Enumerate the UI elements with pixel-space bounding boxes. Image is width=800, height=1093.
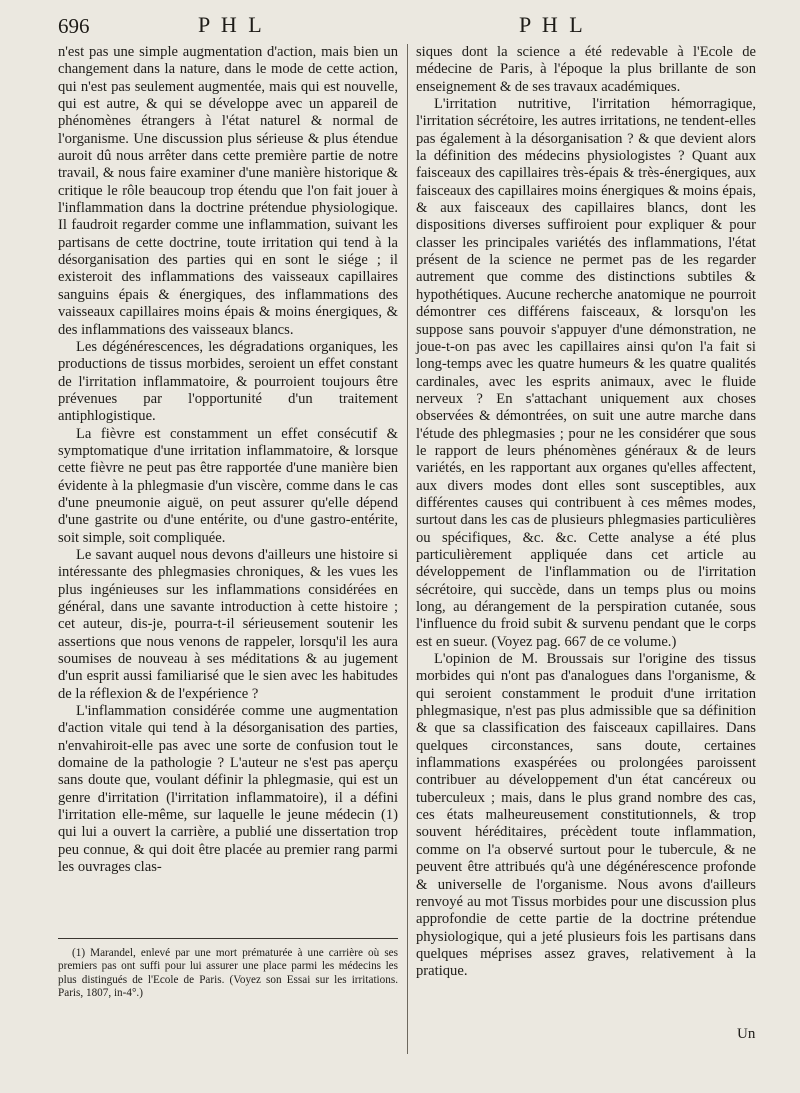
right-paragraph-3: L'opinion de M. Broussais sur l'origine des tissus morbides qui n'ont pas d'analogues dans l'organisme, & qui seroient constamment le produit d'une irritation phlegmasique, n'est pas plus admissible que sa définition & que sa classification des faisceaux capillaires. Dans quelques circonstances, sans doute, certaines inflammations exaspérées ou prolongées paroissent contribuer au développement d'un état cancéreux ou tuberculeux ; mais, dans le plus grand nombre des cas, ces états malheureusement constitutionnels, & trop souvent héréditaires, précèdent toute inflammation, comme on l'a observé surtout pour le tubercule, & ne peuvent être attribués qu'à une dégénérescence profonde & universelle de l'organisme. Nous avons d'ailleurs renvoyé au mot Tissus morbides pour une discussion plus approfondie de cette partie de la doctrine prétendue physiologique, qui a jeté plusieurs fois les partisans dans quelques méprises assez graves, relativement à la pratique.	[416, 651, 756, 980]
running-head-left: P H L	[198, 12, 265, 37]
running-head-right: P H L	[519, 12, 586, 37]
left-column	[58, 44, 398, 877]
footnote	[58, 947, 398, 1001]
left-paragraph-3: La fièvre est constamment un effet consécutif & symptomatique d'une irritation inflammatoire, & lorsque cette fièvre ne peut pas être rapportée d'une manière bien évidente à la phlegmasie d'un viscère, comme dans le cas d'une pneumonie aiguë, on peut assurer qu'elle dépend d'une gastrite ou d'une entérite, ou d'une gastro-entérite, soit simple, soit compliquée.	[58, 425, 398, 546]
catchword: Un	[737, 1026, 756, 1042]
left-paragraph-4: Le savant auquel nous devons d'ailleurs une histoire si intéressante des phlegmasies chroniques, & les vues les plus ingénieuses sur les inflammations considérées en général, dans une savante introduction à cette histoire ; cet auteur, dis-je, pourra-t-il sérieusement soutenir les assertions que nous venons de rappeler, lorsqu'il les aura soumises de nouveau à ses méditations & au jugement d'un esprit aussi familiarisé que le sien avec les habitudes de la réflexion & de l'expérience ?	[58, 546, 398, 702]
right-paragraph-2: L'irritation nutritive, l'irritation hémorragique, l'irritation sécrétoire, les autres irritations, ne tendent-elles pas également à la désorganisation ? & que devient alors la définition des médecins physiologistes ? Quant aux faisceaux des capillaires très-épais & très-énergiques, aux faisceaux des capillaires moins énergiques & moins épais, & aux faisceaux des capillaires blancs, dont les dispositions diverses suffiroient pour expliquer & pour classer les principales variétés des inflammations, l'état présent de la science ne permet pas de les regarder autrement que comme des distinctions subtiles & hypothétiques. Aucune recherche anatomique ne pourroit démontrer ces différens faisceaux, & lorsqu'on les suppose sans pouvoir s'appuyer d'une démonstration, ne joue-t-on pas avec les capillaires ainsi qu'on l'a fait si long-temps avec les quatre humeurs & les quatre qualités cardinales, avec les esprits animaux, avec le fluide nerveux ? En s'attachant uniquement aux choses observées & démontrées, on suit une autre marche dans l'étude des phlegmasies ; pour ne les considérer que sous le rapport de leurs phénomènes généraux & de leurs variétés, en les rapportant aux organes qu'elles affectent, aux divers modes dont elles sont susceptibles, aux différentes causes qui contribuent à ces mêmes modes, surtout dans les cas de plusieurs phlegmasies particulières ou spécifiques, &c. &c. Cette analyse a été plus particulièrement appliquée dans cet article au développement de l'inflammation ou de l'irritation sécrétoire, qui succède, dans un temps plus ou moins long, au dérangement de la perspiration cutanée, sous l'influence du froid subit & survenu pendant que le corps est en sueur. (Voyez pag. 667 de ce volume.)	[416, 96, 756, 650]
page-number: 696	[58, 14, 90, 38]
footnote-text: (1) Marandel, enlevé par une mort prématurée à une carrière où ses premiers pas ont suffi pour lui assurer une place parmi les médecins les plus distingués de l'Ecole de Paris. (Voyez son Essai sur les irritations. Paris, 1807, in-4°.)	[58, 947, 398, 1000]
left-paragraph-5: L'inflammation considérée comme une augmentation d'action vitale qui tend à la désorganisation des parties, n'envahiroit-elle pas avec une sorte de confusion tout le domaine de la pathologie ? L'auteur ne s'est pas aperçu sans doute que, voulant définir la phlegmasie, qui est un genre d'irritation (l'irritation inflammatoire), il a défini l'irritation elle-même, sur laquelle le jeune médecin (1) qui lui a ouvert la carrière, a publié une dissertation trop peu connue, & qui doit être placée au premier rang parmi les ouvrages clas-	[58, 703, 398, 876]
column-divider	[407, 44, 408, 1054]
footnote-rule	[58, 938, 398, 939]
left-paragraph-1: n'est pas une simple augmentation d'action, mais bien un changement dans la nature, dans le mode de cette action, qui n'est pas seulement augmentée, mais qui est nouvelle, qui est autre, & qui se développe avec un appareil de phénomènes étrangers à l'état naturel & normal de l'organisme. Une discussion plus sérieuse & plus étendue auroit dû nous arrêter dans cette première partie de notre travail, & nous faire examiner d'une manière historique & critique le rôle beaucoup trop étendu que l'on fait jouer à l'inflammation dans la doctrine prétendue physiologique. Il faudroit regarder comme une inflammation, suivant les partisans de cette doctrine, toute irritation qui tend à la désorganisation des parties qui en sont le siége ; il existeroit des inflammations des vaisseaux capillaires sanguins épais & énergiques, des inflammations des vaisseaux capillaires moins épais & moins énergiques, & des inflammations des vaisseaux blancs.	[58, 44, 398, 338]
left-paragraph-2: Les dégénérescences, les dégradations organiques, les productions de tissus morbides, seroient un effet constant de l'irritation inflammatoire, & pourroient toujours être prévenues par l'opportunité d'un traitement antiphlogistique.	[58, 338, 398, 425]
page-header	[0, 10, 800, 40]
right-paragraph-1: siques dont la science a été redevable à l'Ecole de médecine de Paris, à l'époque la plus brillante de son enseignement & de ses travaux académiques.	[416, 44, 756, 95]
right-column	[416, 44, 756, 981]
